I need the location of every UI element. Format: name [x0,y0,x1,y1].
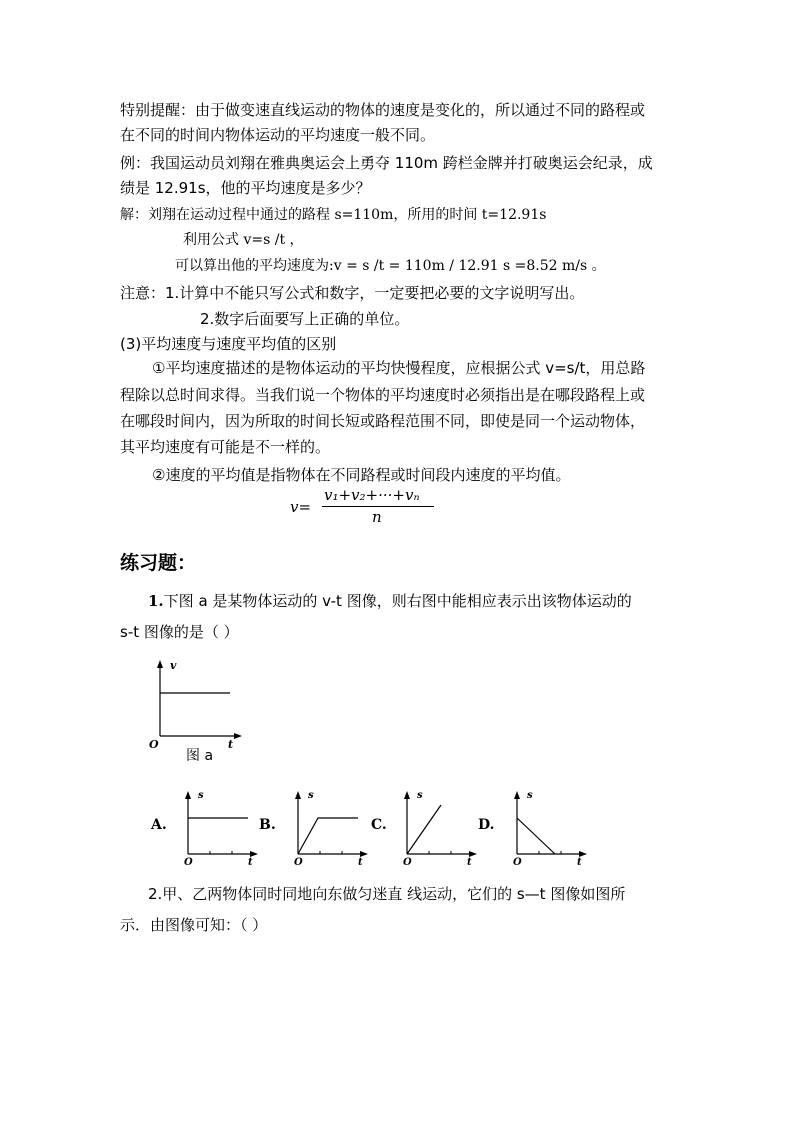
formula-denominator: n [372,508,382,526]
question-1-line [148,591,632,611]
x-axis-label: t [358,857,363,867]
exercise-heading: 练习题： [120,552,197,574]
y-axis-arrow [514,791,520,799]
x-axis-label: t [248,857,253,867]
text-line: 解：刘翔在运动过程中通过的路程 s=110m，所用的时间 t=12.91s [120,207,547,223]
x-axis-arrow [234,733,242,739]
text-line: 例：我国运动员刘翔在雅典奥运会上勇夺 110m 跨栏金牌并打破奥运会纪录，成 [120,154,653,172]
displacement-line [407,805,441,854]
formula-numerator: v₁+v₂+···+vₙ [324,486,420,504]
option-c-st-graph [397,787,481,867]
text-line: 在哪段时间内，因为所取的时间长短或路程范围不同，即使是同一个运动物体， [120,412,646,430]
option-a-label: A. [151,817,167,833]
y-axis-label: v [170,659,177,672]
formula-lhs: v= [290,498,312,516]
y-axis-label: s [527,790,533,801]
question-text: 下图 a 是某物体运动的 v-t 图像，则右图中能相应表示出该物体运动的 [163,592,632,610]
origin-label: O [149,738,159,751]
section-heading: (3)平均速度与速度平均值的区别 [120,335,337,353]
question-2-line: 示．由图像可知：（ ） [120,916,268,934]
option-d-st-graph [507,787,591,867]
origin-label: O [513,857,522,867]
text-line: 其平均速度有可能是不一样的。 [120,438,331,456]
option-d-label: D. [478,817,495,833]
text-line: 在不同的时间内物体运动的平均速度一般不同。 [120,126,436,144]
question-2-line: 2.甲、乙两物体同时同地向东做匀迷直 线运动，它们的 s—t 图像如图所 [148,885,626,903]
x-axis-label: t [577,857,582,867]
y-axis-label: s [417,790,423,801]
text-line: 注意：1.计算中不能只写公式和数字，一定要把必要的文字说明写出。 [120,284,585,302]
fraction-bar [322,506,434,507]
y-axis-label: s [198,790,204,801]
average-velocity-formula [290,486,450,530]
text-line: 程除以总时间求得。当我们说一个物体的平均速度时必须指出是在哪段路程上或 [120,386,646,404]
text-line: 可以算出他的平均速度为:v = s /t = 110m / 12.91 s =8.52 m/s 。 [175,258,606,274]
x-axis-label: t [228,738,234,751]
y-axis-arrow [185,791,191,799]
text-line: 绩是 12.91s，他的平均速度是多少？ [120,179,371,197]
origin-label: O [403,857,412,867]
figure-a-vt-graph [148,656,248,752]
origin-label: O [294,857,303,867]
displacement-line [298,818,358,854]
option-a-st-graph [178,787,262,867]
y-axis-arrow [404,791,410,799]
text-line: 利用公式 v=s /t ， [183,232,304,248]
figure-a-caption: 图 a [186,748,214,764]
question-1-line: s-t 图像的是（ ） [120,623,239,641]
text-line: 特别提醒：由于做变速直线运动的物体的速度是变化的，所以通过不同的路程或 [120,101,646,119]
displacement-line [517,818,555,854]
y-axis-arrow [295,791,301,799]
text-line: ①平均速度描述的是物体运动的平均快慢程度，应根据公式 v=s/t，用总路 [152,359,646,377]
x-axis-label: t [467,857,472,867]
question-number: 1. [148,592,164,610]
text-line: ②速度的平均值是指物体在不同路程或时间段内速度的平均值。 [152,466,571,484]
option-c-label: C. [371,817,387,833]
text-line: 2.数字后面要写上正确的单位。 [200,310,410,328]
option-b-label: B. [259,817,276,833]
origin-label: O [184,857,193,867]
y-axis-label: s [308,790,314,801]
y-axis-arrow [157,660,163,668]
option-b-st-graph [288,787,372,867]
